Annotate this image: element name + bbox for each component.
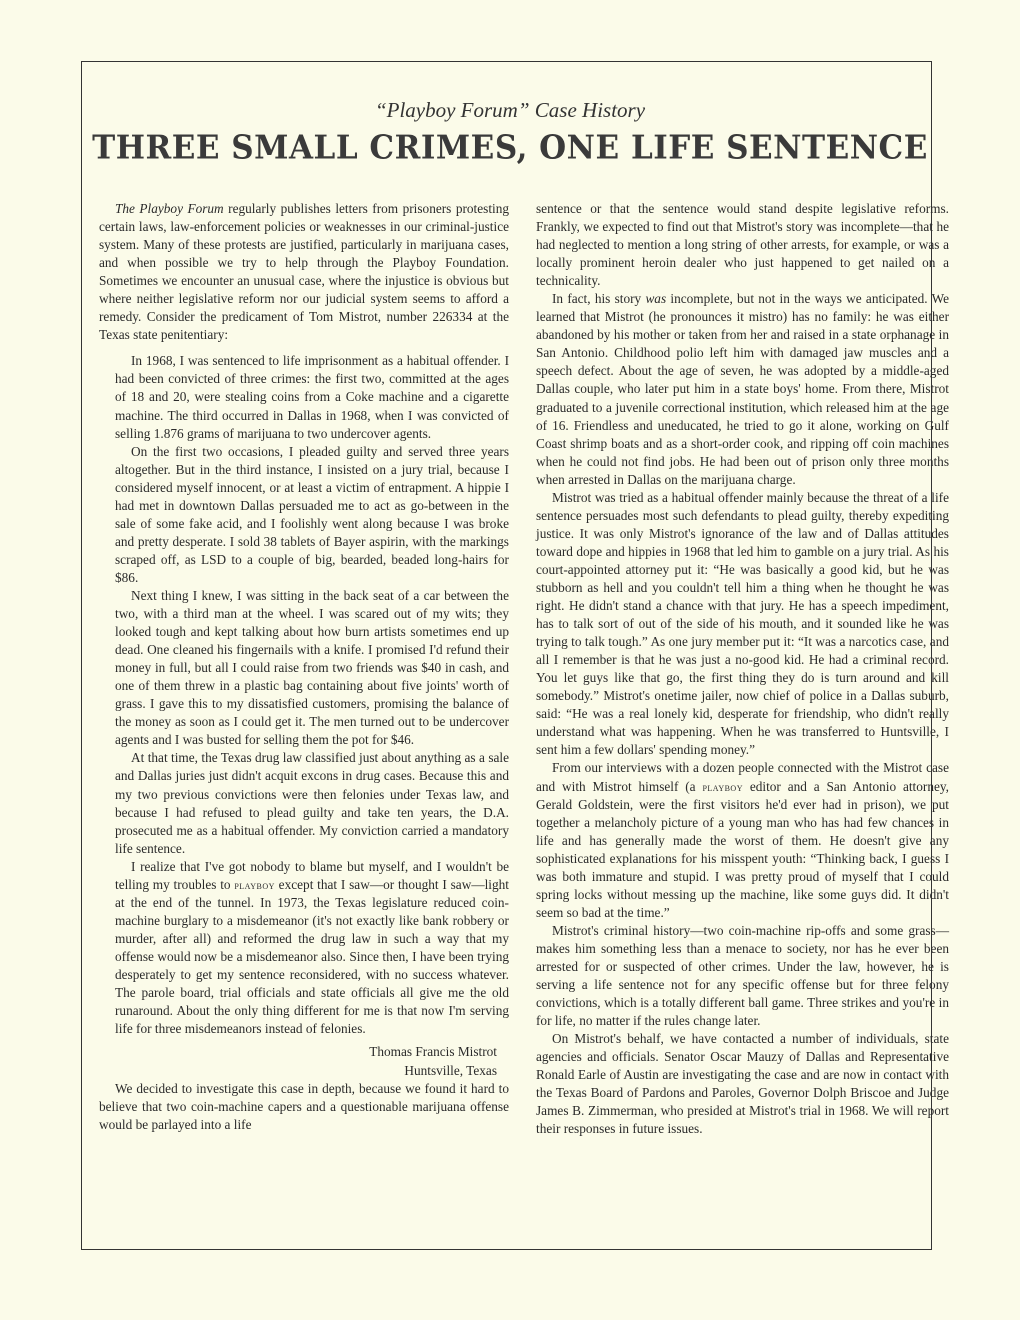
left-column (99, 200, 509, 1134)
prisoner-letter (99, 352, 509, 1080)
body-paragraph-2-start: In fact, his story (552, 291, 646, 307)
forum-title: The Playboy Forum (115, 201, 224, 216)
intro-text: regularly publishes letters from prisoners protesting certain laws, law-enforcement policies or weaknesses in our criminal-justice system. Many of these protests are justified, particularly in marijuana cases, and when possible we try to help through the Playboy Foundation. Sometimes we encounter an unusual case, where the injustice is obvious but where neither legislative reform nor our judicial system seems to afford a remedy. Consider the predicament of Tom Mistrot, number 226334 at the Texas state penitentiary: (99, 201, 510, 343)
section-kicker: “Playboy Forum” Case History (374, 98, 646, 122)
letter-paragraph-5-start: I realize that I've got nobody to blame but myself, and I wouldn't be telling my troubles to (115, 858, 509, 892)
body-paragraph-5: Mistrot's criminal history—two coin-machine rip-offs and some grass—makes him something less than a menace to society, nor has he ever been arrested for or suspected of other crimes. Under the law, however, he is serving a life sentence not for any specific offense but for three felony convictions, which is a totally different ball game. Three strikes and you're in for life, no matter if the rules change later. (536, 922, 949, 1029)
body-paragraph-6: On Mistrot's behalf, we have contacted a number of individuals, state agencies and officials. Senator Oscar Mauzy of Dallas and Representative Ronald Earle of Austin are investigating the case and are now in contact with the Texas Board of Pardons and Paroles, Governor Dolph Briscoe and Judge James B. Zimmerman, who presided at Mistrot's trial in 1968. We will report their responses in future issues. (536, 1031, 949, 1137)
emphasis-was: was (645, 291, 667, 307)
letter-paragraph-4: At that time, the Texas drug law classified just about anything as a sale and Dallas juries just didn't acquit excons in drug cases. Because this and my two previous convictions were then felonies under Texas law, and because I had refused to plead guilty and take ten years, the D.A. prosecuted me as a habitual offender. My conviction carried a mandatory life sentence. (115, 750, 509, 856)
investigation-paragraph: We decided to investigate this case in depth, because we found it hard to believe that two coin-machine capers and a questionable marijuana offense would be parlayed into a life (99, 1081, 509, 1133)
letter-paragraph-5 (115, 858, 509, 1038)
investigation-paragraph-continued: sentence or that the sentence would stand despite legislative reforms. Frankly, we expected to find out that Mistrot's story was incomplete—that he had neglected to mention a long string of other arrests, for example, or was a locally prominent heroin dealer who just happened to get nailed on a technicality. (536, 201, 949, 289)
body-paragraph-4-end: editor and a San Antonio attorney, Gerald Goldstein, were the first visitors he'd ever had in prison), we put together a melancholy picture of a young man who has had few chances in life and has generally made the worst of them. He doesn't give any sophisticated explanations for his misspent youth: “Thinking back, I guess I was both immature and stupid. I was pretty proud of myself that I could spring locks without messing up the machine, like some guys did. It didn't seem so bad at the time.” (536, 778, 949, 920)
letter-paragraph-5-end: except that I saw—or thought I saw—light at the end of the tunnel. In 1973, the Texas legislature reduced coin-machine burglary to a misdemeanor (it's not exactly like bank robbery or murder, after all) and reformed the drug law in such a way that my offense would now be a misdemeanor also. Since then, I have been trying desperately to get my sentence reconsidered, with no success whatever. The parole board, trial officials and state officials all give me the old runaround. About the only thing different for me is that now I'm serving life for three misdemeanors instead of felonies. (115, 876, 509, 1037)
body-paragraph-2-end: incomplete, but not in the ways we anticipated. We learned that Mistrot (he pronounces it mistro) has no family: he was either abandoned by his mother or taken from her and raised in a state orphanage in San Antonio. Childhood polio left him with damaged jaw muscles and a speech defect. About the age of seven, he was adopted by a middle-aged Dallas couple, who later put him in a state boys' home. From there, Mistrot graduated to a juvenile correctional institution, which released him at the age of 16. Friendless and uneducated, he tried to go it alone, working on Gulf Coast shrimp boats and as a short-order cook, and ripping off coin machines when he could not find jobs. He had been out of prison only three months when arrested in Dallas on the marijuana charge. (536, 291, 949, 487)
magazine-name-2: playboy (702, 779, 743, 794)
page-title: THREE SMALL CRIMES, ONE LIFE SENTENCE (92, 129, 928, 167)
letter-paragraph-1: In 1968, I was sentenced to life imprisonment as a habitual offender. I had been convicted of three crimes: the first two, committed at the ages of 18 and 20, were stealing coins from a Coke machine and a cigarette machine. The third occurred in Dallas in 1968, when I was convicted of selling 1.876 grams of marijuana to two undercover agents. (115, 353, 509, 441)
signature-name: Thomas Francis Mistrot (369, 1044, 497, 1060)
body-paragraph-4-start: From our interviews with a dozen people connected with the Mistrot case and with Mistrot himself (a (536, 760, 949, 794)
body-paragraph-3: Mistrot was tried as a habitual offender mainly because the threat of a life sentence persuades most such defendants to plead guilty, thereby expediting justice. It was only Mistrot's ignorance of the law and of Dallas attitudes toward dope and hippies in 1968 that led him to gamble on a jury trial. As his court-appointed attorney put it: “He was basically a good kid, but he was stubborn as hell and you couldn't tell him a thing when he thought he was right. He didn't stand a chance with that jury. He has a speech impediment, has to talk sort of out of the side of his mouth, and it sounded like he was trying to talk tough.” As one jury member put it: “It was a narcotics case, and all I remember is that he was just a no-good kid. He had a criminal record. You let guys like that go, the first thing they do is turn around and kill somebody.” Mistrot's onetime jailer, now chief of police in a Dallas suburb, said: “He was a real lonely kid, desperate for friendship, who didn't really understand what was happening. When he was transferred to Huntsville, I sent him a few dollars' spending money.” (536, 489, 949, 758)
letter-paragraph-3: Next thing I knew, I was sitting in the back seat of a car between the two, with a third man at the wheel. I was scared out of my wits; they looked tough and kept talking about how burn artists sometimes end up dead. One cleaned his fingernails with a knife. I promised I'd refund their money in full, but all I could raise from two friends was $40 in cash, and one of them threw in a plastic bag containing about five joints' worth of grass. I gave this to my dissatisfied customers, promising the balance of the money as soon as I could get it. The men turned out to be undercover agents and I was busted for selling them the pot for $46. (115, 587, 509, 748)
body-paragraph-4 (536, 759, 949, 921)
letter-paragraph-2: On the first two occasions, I pleaded guilty and served three years altogether. But in the third instance, I insisted on a jury trial, because I considered myself innocent, or at least a victim of entrapment. A hippie I had met in downtown Dallas persuaded me to act as go-between in the sale of some fake acid, and I foolishly went along because I was broke and pretty desperate. I sold 38 tablets of Bayer aspirin, with the markings scraped off, as LSD to a couple of big, bearded, beaded long-hairs for $86. (115, 443, 509, 585)
letter-signature (115, 1042, 509, 1080)
intro-paragraph (99, 200, 509, 344)
magazine-name: playboy (234, 877, 275, 892)
body-paragraph-2 (536, 290, 949, 489)
right-column (536, 200, 949, 1138)
signature-place: Huntsville, Texas (404, 1063, 497, 1079)
